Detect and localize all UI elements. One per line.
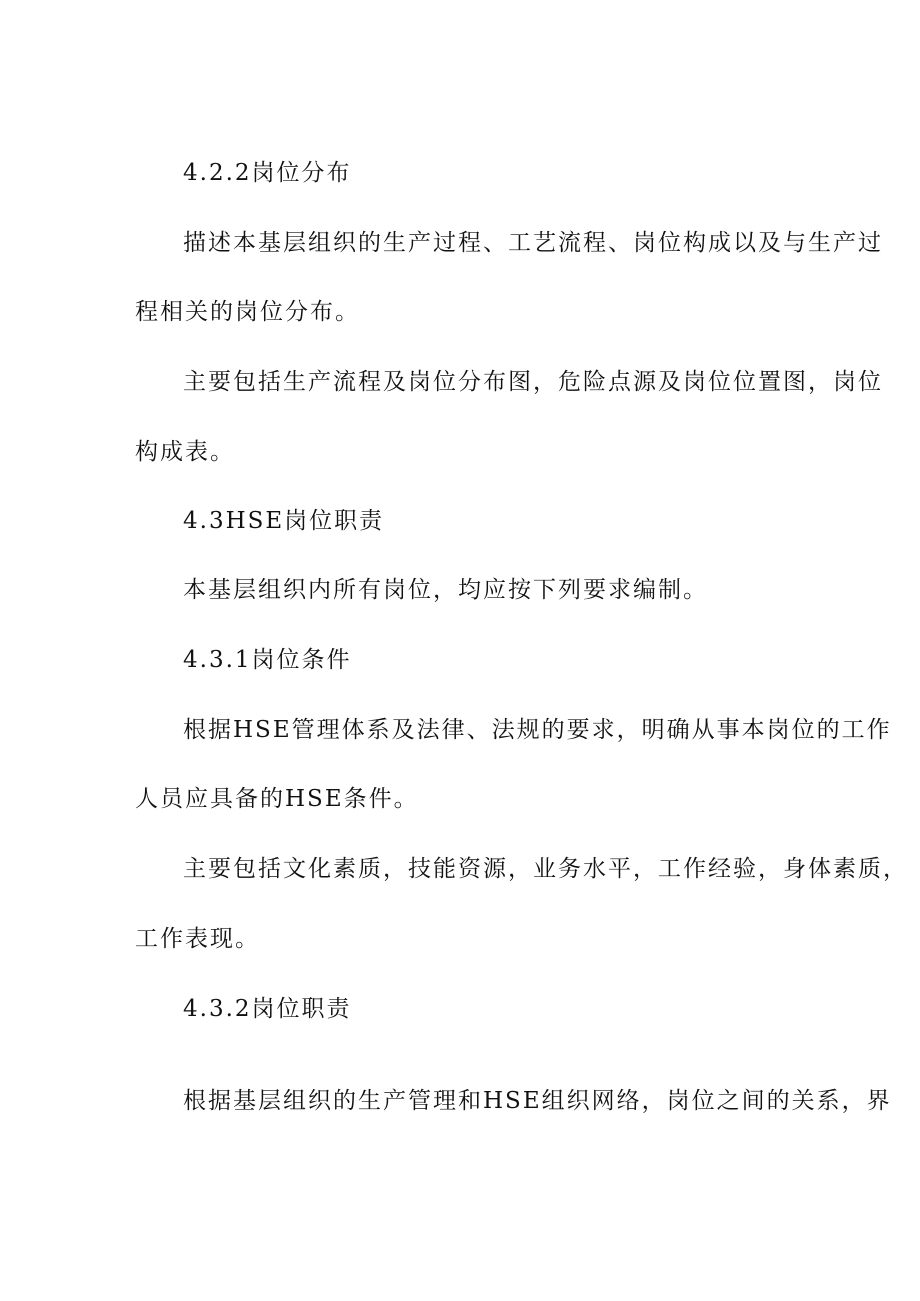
heading-4-3-1: 4.3.1岗位条件 [183, 647, 352, 673]
paragraph-line: 本基层组织内所有岗位，均应按下列要求编制。 [183, 577, 708, 603]
paragraph-line: 主要包括文化素质，技能资源，业务水平，工作经验，身体素质， [183, 856, 908, 882]
paragraph-line: 根据基层组织的生产管理和HSE组织网络，岗位之间的关系，界 [183, 1088, 892, 1114]
paragraph-line: 根据HSE管理体系及法律、法规的要求，明确从事本岗位的工作 [183, 717, 892, 743]
paragraph-line: 构成表。 [135, 439, 235, 465]
heading-4-3: 4.3HSE岗位职责 [183, 508, 385, 534]
paragraph-line: 程相关的岗位分布。 [135, 299, 360, 325]
heading-4-2-2: 4.2.2岗位分布 [183, 160, 352, 186]
paragraph-line: 工作表现。 [135, 926, 260, 952]
paragraph-line: 描述本基层组织的生产过程、工艺流程、岗位构成以及与生产过 [183, 230, 883, 256]
paragraph-line: 主要包括生产流程及岗位分布图，危险点源及岗位位置图，岗位 [183, 369, 883, 395]
paragraph-line: 人员应具备的HSE条件。 [135, 786, 419, 812]
heading-4-3-2: 4.3.2岗位职责 [183, 996, 352, 1022]
